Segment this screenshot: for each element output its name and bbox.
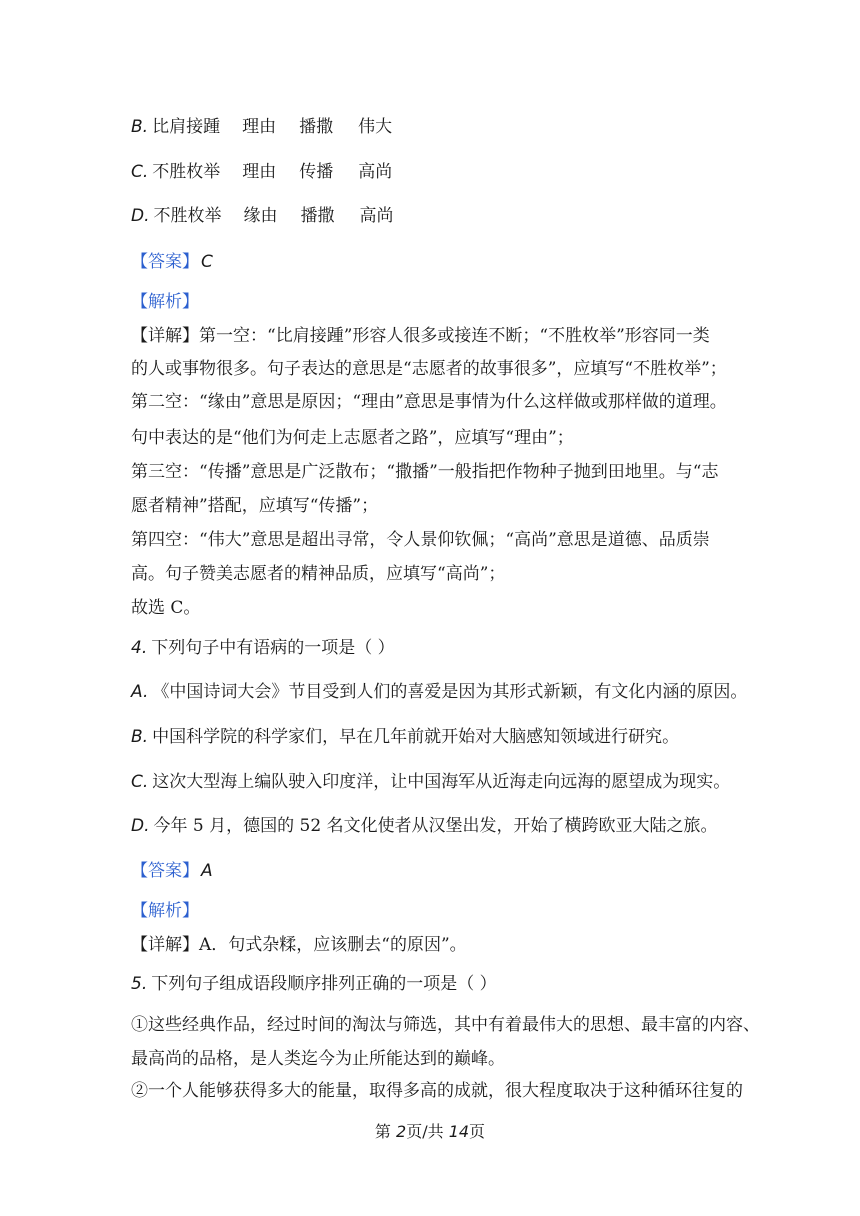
option-word: 比肩接踵 xyxy=(152,117,221,137)
total-pages: 14 xyxy=(448,1122,470,1141)
option-word: 理由 xyxy=(242,117,277,137)
question-number: 4. xyxy=(131,638,148,658)
option-letter: C. xyxy=(131,162,149,182)
q4-option-a xyxy=(131,681,747,703)
option-word: 高尚 xyxy=(359,206,394,226)
option-text: 今年 5 月，德国的 52 名文化使者从汉堡出发，开始了横跨欧亚大陆之旅。 xyxy=(153,816,718,836)
option-word: 不胜枚举 xyxy=(152,162,221,182)
q3-detail-line: 第三空：“传播”意思是广泛散布；“撒播”一般指把作物种子抛到田地里。与“志 xyxy=(131,462,719,482)
q3-option-c xyxy=(131,161,392,183)
q5-passage-line: 最高尚的品格，是人类迄今为止所能达到的巅峰。 xyxy=(131,1049,505,1069)
question-number: 5. xyxy=(131,974,148,994)
q3-detail-line: 的人或事物很多。句子表达的意思是“志愿者的故事很多”，应填写“不胜枚举”； xyxy=(131,359,727,379)
option-text: 中国科学院的科学家们，早在几年前就开始对大脑感知领域进行研究。 xyxy=(152,727,680,747)
q3-detail-line: 【详解】第一空：“比肩接踵”形容人很多或接连不断；“不胜枚举”形容同一类 xyxy=(131,326,710,346)
q3-detail-line: 愿者精神”搭配，应填写“传播”； xyxy=(131,496,379,516)
q5-passage-line: ①这些经典作品，经过时间的淘汰与筛选，其中有着最伟大的思想、最丰富的内容、 xyxy=(131,1015,760,1035)
option-word: 传播 xyxy=(299,162,334,182)
q3-detail-line: 高。句子赞美志愿者的精神品质，应填写“高尚”； xyxy=(131,564,506,584)
q3-option-d xyxy=(131,205,394,227)
q4-option-d xyxy=(131,815,718,837)
option-letter: D. xyxy=(131,816,150,836)
q3-detail-line: 句中表达的是“他们为何走上志愿者之路”，应填写“理由”； xyxy=(131,428,574,448)
option-text: 这次大型海上编队驶入印度洋，让中国海军从近海走向远海的愿望成为现实。 xyxy=(152,772,731,792)
q4-analysis-tag: 【解析】 xyxy=(131,901,199,921)
page-footer xyxy=(0,1119,860,1142)
q4-answer xyxy=(131,860,213,882)
option-word: 不胜枚举 xyxy=(153,206,222,226)
footer-text: 第 xyxy=(374,1122,397,1141)
footer-text: 页 xyxy=(469,1122,486,1141)
question-text: 下列句子组成语段顺序排列正确的一项是（ ） xyxy=(151,974,497,994)
q3-detail-line: 第四空：“伟大”意思是超出寻常，令人景仰钦佩；“高尚”意思是道德、品质崇 xyxy=(131,530,710,550)
option-word: 理由 xyxy=(242,162,277,182)
option-text: 《中国诗词大会》节目受到人们的喜爱是因为其形式新颖，有文化内涵的原因。 xyxy=(152,682,748,702)
option-letter: B. xyxy=(131,727,149,747)
q5-passage-line: ②一个人能够获得多大的能量，取得多高的成就，很大程度取决于这种循环往复的 xyxy=(131,1081,743,1101)
answer-value: A xyxy=(201,861,213,881)
question-text: 下列句子中有语病的一项是（ ） xyxy=(151,638,395,658)
q4-option-b xyxy=(131,726,679,748)
page-number: 2 xyxy=(396,1122,407,1141)
option-word: 播撒 xyxy=(299,117,334,137)
q5-stem xyxy=(131,973,497,995)
answer-tag: 【答案】 xyxy=(131,252,199,272)
option-word: 播撒 xyxy=(300,206,335,226)
q3-option-b xyxy=(131,116,392,138)
q4-stem xyxy=(131,637,395,659)
q4-option-c xyxy=(131,771,730,793)
q3-analysis-tag: 【解析】 xyxy=(131,292,199,312)
q3-answer xyxy=(131,251,213,273)
option-letter: D. xyxy=(131,206,150,226)
answer-tag: 【答案】 xyxy=(131,861,199,881)
option-word: 缘由 xyxy=(243,206,278,226)
option-letter: B. xyxy=(131,117,149,137)
footer-text: 页/共 xyxy=(406,1122,449,1141)
option-letter: A. xyxy=(131,682,149,702)
option-word: 伟大 xyxy=(358,117,393,137)
q4-detail: 【详解】A．句式杂糅，应该删去“的原因”。 xyxy=(131,935,467,955)
q3-detail-line: 第二空：“缘由”意思是原因；“理由”意思是事情为什么这样做或那样做的道理。 xyxy=(131,392,727,412)
q3-detail-line: 故选 C。 xyxy=(131,598,201,618)
option-letter: C. xyxy=(131,772,149,792)
answer-value: C xyxy=(201,252,213,272)
option-word: 高尚 xyxy=(358,162,393,182)
